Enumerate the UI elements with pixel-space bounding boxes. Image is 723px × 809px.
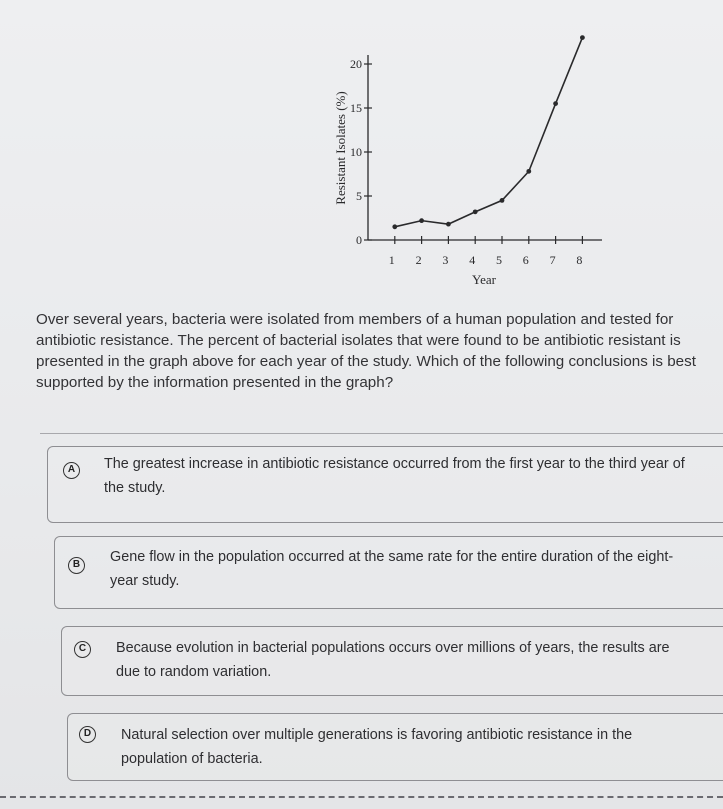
x-tick-label: 7 [549,253,556,267]
data-point [553,101,558,106]
resistance-line-chart [0,0,723,300]
x-tick-label: 2 [415,253,422,267]
choice-c-text: Because evolution in bacterial populations occurs over millions of years, the results are due to random variation. [116,640,670,680]
x-tick-label: 6 [522,253,529,267]
choice-b-text: Gene flow in the population occurred at the same rate for the entire duration of the eight-year study. [110,549,674,589]
choice-c-letter-badge: C [74,641,91,658]
data-point [419,218,424,223]
y-ticks [350,57,372,247]
y-tick-label: 20 [350,57,362,71]
data-point [473,209,478,214]
bottom-dashed-border [0,796,723,798]
data-point [580,35,585,40]
x-tick-label: 4 [469,253,476,267]
x-tick-label: 1 [388,253,395,267]
y-tick-label: 0 [356,233,362,247]
x-tick-label: 3 [442,253,449,267]
data-point [392,224,397,229]
data-point [500,198,505,203]
y-tick-label: 10 [350,145,362,159]
choice-d-letter-badge: D [79,726,96,743]
chart-axes [368,55,602,240]
choice-b-letter-badge: B [68,557,85,574]
question-text: Over several years, bacteria were isolated from members of a human population and tested for antibiotic resistance. The percent of bacterial isolates that were found to be antibiotic resistant is presented in the graph above for each year of the study. Which of the following conclusions is best supported by the information presented in the graph? [36,311,696,391]
y-tick-label: 5 [356,189,362,203]
data-point [446,222,451,227]
y-tick-label: 15 [350,101,362,115]
x-axis-title: Year [472,272,496,287]
choice-a-text: The greatest increase in antibiotic resistance occurred from the first year to the third year of the study. [104,456,685,496]
choice-a-letter-badge: A [63,462,80,479]
y-axis-title: Resistant Isolates (%) [333,91,348,205]
x-tick-label: 8 [576,253,583,267]
x-tick-label: 5 [496,253,502,267]
data-points [392,35,584,229]
choice-d-text: Natural selection over multiple generations is favoring antibiotic resistance in the population of bacteria. [121,727,633,767]
divider-line [40,433,723,434]
data-point [526,169,531,174]
series-line [395,38,583,227]
